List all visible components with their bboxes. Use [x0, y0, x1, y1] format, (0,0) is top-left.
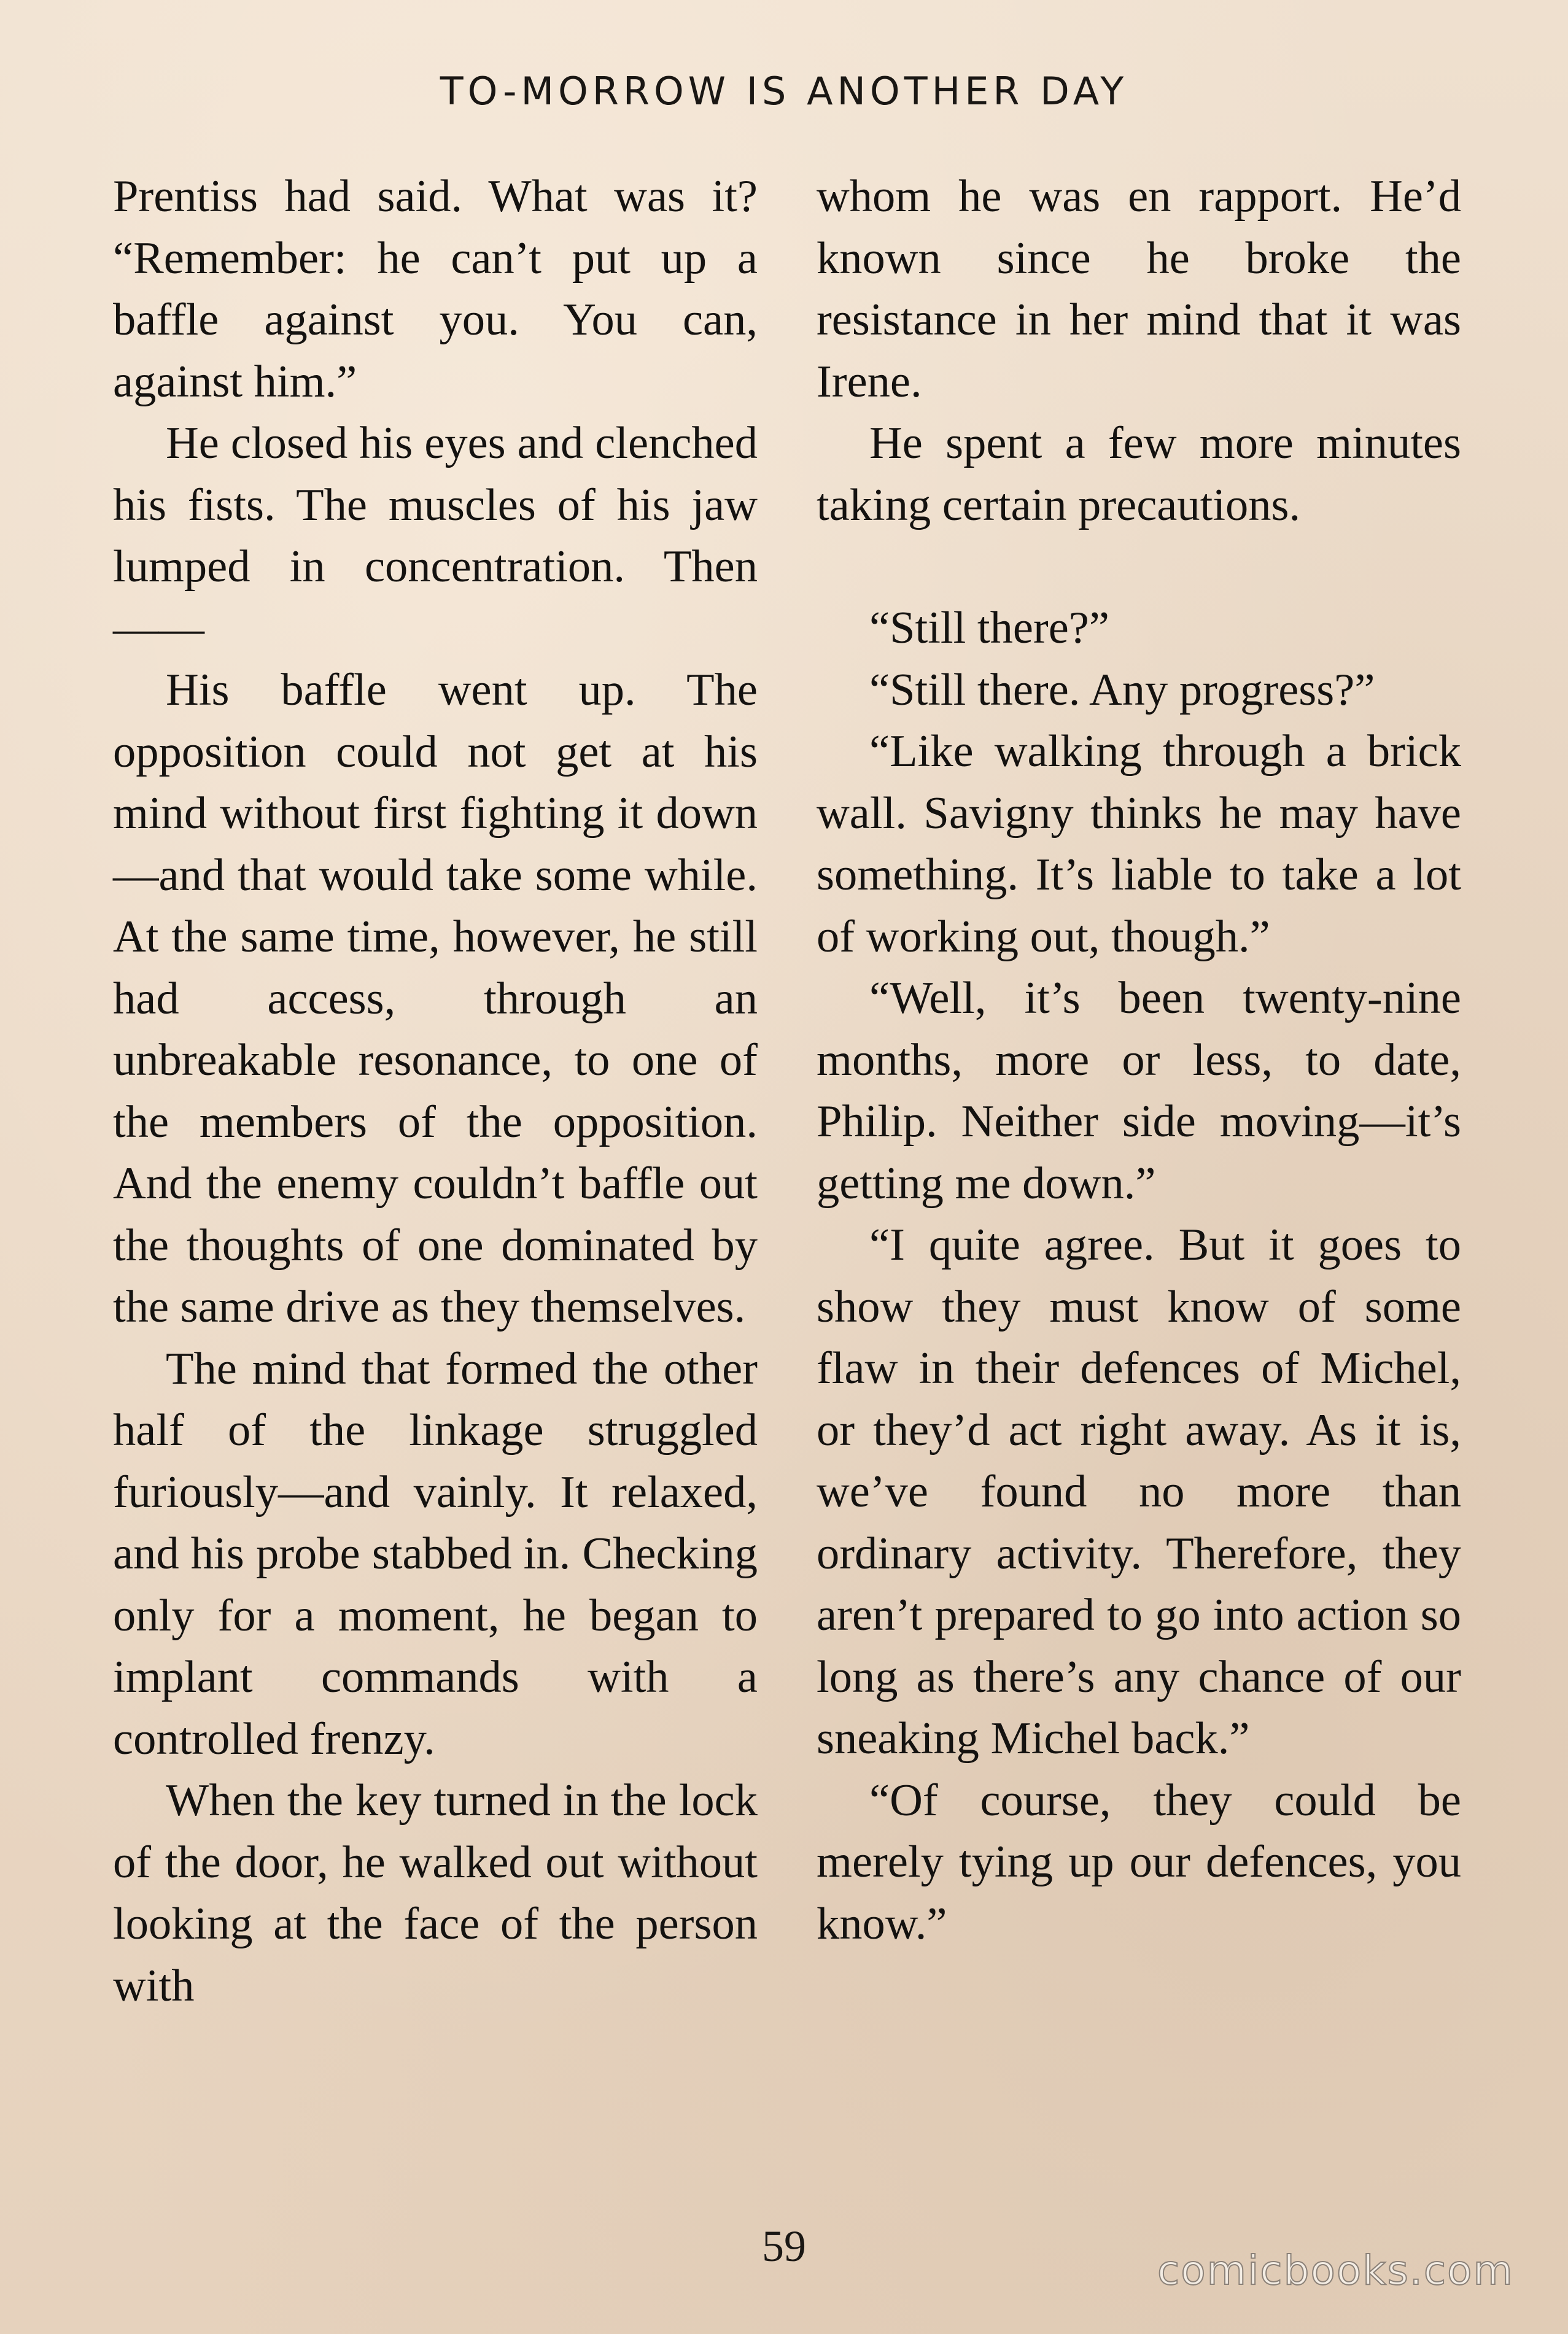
watermark-logo: comicbooks.com [1157, 2247, 1514, 2294]
paragraph: “Like walking through a brick wall. Savigny thinks he may have something. It’s liable to take a lot of working out, though.” [817, 726, 1461, 962]
right-text-column [817, 166, 1461, 1955]
paragraph: “Still there. Any progress?” [869, 664, 1375, 715]
paragraph: “Of course, they could be merely tying up our defences, you know.” [817, 1775, 1461, 1949]
paragraph: “Well, it’s been twenty-nine months, more or less, to date, Philip. Neither side moving—it’s getting me down.” [817, 973, 1461, 1209]
paragraph: whom he was en rapport. He’d known since he broke the resistance in her mind that it was Irene. [817, 171, 1461, 407]
page-number: 59 [762, 2222, 806, 2271]
paragraph: Prentiss had said. What was it? “Remember: he can’t put up a baffle against you. You can, against him.” [113, 171, 758, 407]
paragraph: The mind that formed the other half of the linkage struggled furiously—and vainly. It relaxed, and his probe stabbed in. Checking only for a moment, he began to implant commands with a controlled frenzy. [113, 1343, 758, 1764]
paragraph: When the key turned in the lock of the door, he walked out without looking at the face of the person with [113, 1775, 758, 2011]
paragraph: “I quite agree. But it goes to show they must know of some flaw in their defences of Michel, or they’d act right away. As it is, we’ve found no more than ordinary activity. Therefore, they aren’t prepared to go into action so long as there’s any chance of our sneaking Michel back.” [817, 1220, 1461, 1764]
left-text-column [113, 166, 758, 2017]
running-title: TO-MORROW IS ANOTHER DAY [440, 69, 1128, 114]
paragraph: He closed his eyes and clenched his fists. The muscles of his jaw lumped in concentration. Then—— [113, 418, 758, 654]
paragraph: He spent a few more minutes taking certain precautions. [817, 418, 1461, 530]
paragraph: His baffle went up. The opposition could not get at his mind without first fighting it down—and that would take some while. At the same time, however, he still had access, through an unbreakable resonance, to one of the members of the opposition. And the enemy couldn’t baffle out the thoughts of one dominated by the same drive as they themselves. [113, 665, 758, 1332]
paragraph: “Still there?” [869, 603, 1109, 653]
